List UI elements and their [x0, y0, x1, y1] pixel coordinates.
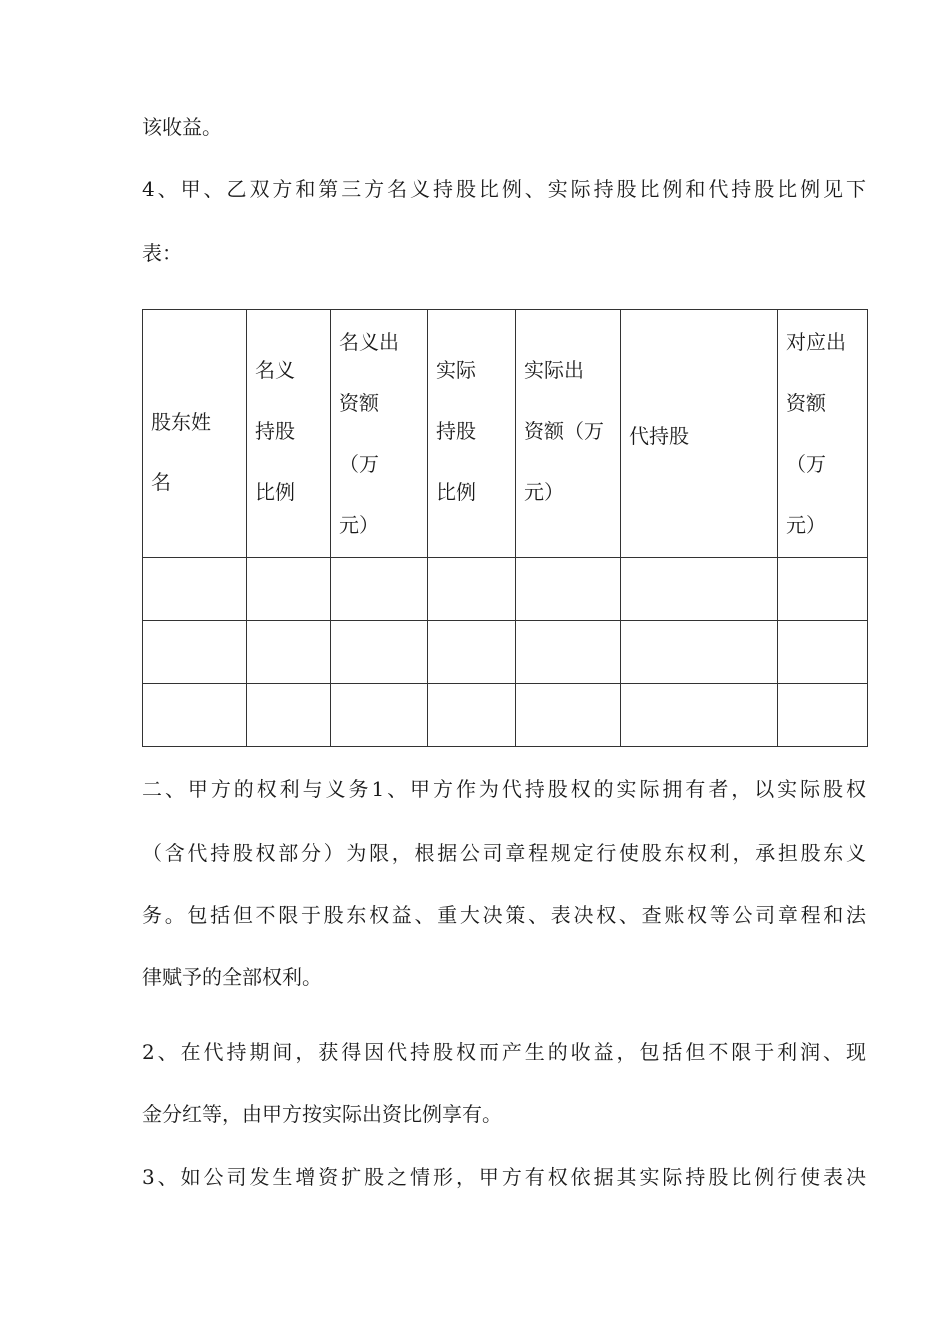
header-text: 代持股	[629, 424, 689, 448]
table-cell	[247, 684, 331, 747]
header-text: 元）	[339, 513, 379, 537]
shareholding-table	[142, 309, 868, 747]
paragraph-line: 4、甲、乙双方和第三方名义持股比例、实际持股比例和代持股比例见下	[142, 177, 866, 201]
header-text: 资额（万	[524, 419, 604, 443]
header-text: 元）	[786, 513, 826, 537]
paragraph-line: 表：	[142, 241, 182, 265]
table-cell	[516, 621, 621, 684]
header-cell-actual-ratio	[428, 310, 516, 558]
header-text: 对应出	[786, 330, 846, 354]
paragraph-line: 二、甲方的权利与义务1、甲方作为代持股权的实际拥有者，以实际股权	[142, 777, 866, 801]
header-text: 资额	[786, 391, 826, 415]
header-text: 比例	[255, 480, 295, 504]
header-cell-corresponding-capital	[778, 310, 868, 558]
paragraph-line: （含代持股权部分）为限，根据公司章程规定行使股东权利，承担股东义	[142, 841, 866, 865]
header-text: 持股	[255, 419, 295, 443]
table-cell	[428, 684, 516, 747]
paragraph-line: 金分红等，由甲方按实际出资比例享有。	[142, 1102, 502, 1126]
table-cell	[621, 684, 778, 747]
table-cell	[143, 684, 247, 747]
table-row	[143, 558, 868, 621]
paragraph-line: 3、如公司发生增资扩股之情形，甲方有权依据其实际持股比例行使表决	[142, 1165, 866, 1189]
table-cell	[247, 621, 331, 684]
table-cell	[143, 558, 247, 621]
table-header-row	[143, 310, 868, 558]
table-cell	[516, 558, 621, 621]
header-text: 元）	[524, 480, 564, 504]
header-text: 资额	[339, 391, 379, 415]
header-text: 名义	[255, 358, 295, 382]
header-text: 实际	[436, 358, 476, 382]
table-cell	[331, 558, 428, 621]
header-cell-shareholder-name	[143, 310, 247, 558]
table-cell	[247, 558, 331, 621]
header-text: 持股	[436, 419, 476, 443]
header-cell-nominal-capital	[331, 310, 428, 558]
header-text: （万	[339, 452, 379, 476]
paragraph-line: 2、在代持期间，获得因代持股权而产生的收益，包括但不限于利润、现	[142, 1040, 866, 1064]
table-cell	[778, 684, 868, 747]
table-cell	[428, 558, 516, 621]
table-cell	[621, 621, 778, 684]
paragraph-line: 该收益。	[142, 115, 222, 139]
table-cell	[428, 621, 516, 684]
table-cell	[143, 621, 247, 684]
header-text: 股东姓	[151, 410, 211, 434]
paragraph-line: 务。包括但不限于股东权益、重大决策、表决权、查账权等公司章程和法	[142, 903, 866, 927]
paragraph-line: 律赋予的全部权利。	[142, 965, 322, 989]
table-cell	[621, 558, 778, 621]
table-cell	[331, 684, 428, 747]
table-cell	[516, 684, 621, 747]
table-cell	[778, 558, 868, 621]
header-text: （万	[786, 452, 826, 476]
header-text: 名义出	[339, 330, 399, 354]
header-cell-proxy-holding	[621, 310, 778, 558]
table-row	[143, 684, 868, 747]
table-cell	[331, 621, 428, 684]
table-row	[143, 621, 868, 684]
header-cell-actual-capital	[516, 310, 621, 558]
header-text: 实际出	[524, 358, 584, 382]
header-text: 名	[151, 470, 171, 494]
header-cell-nominal-ratio	[247, 310, 331, 558]
table-cell	[778, 621, 868, 684]
header-text: 比例	[436, 480, 476, 504]
